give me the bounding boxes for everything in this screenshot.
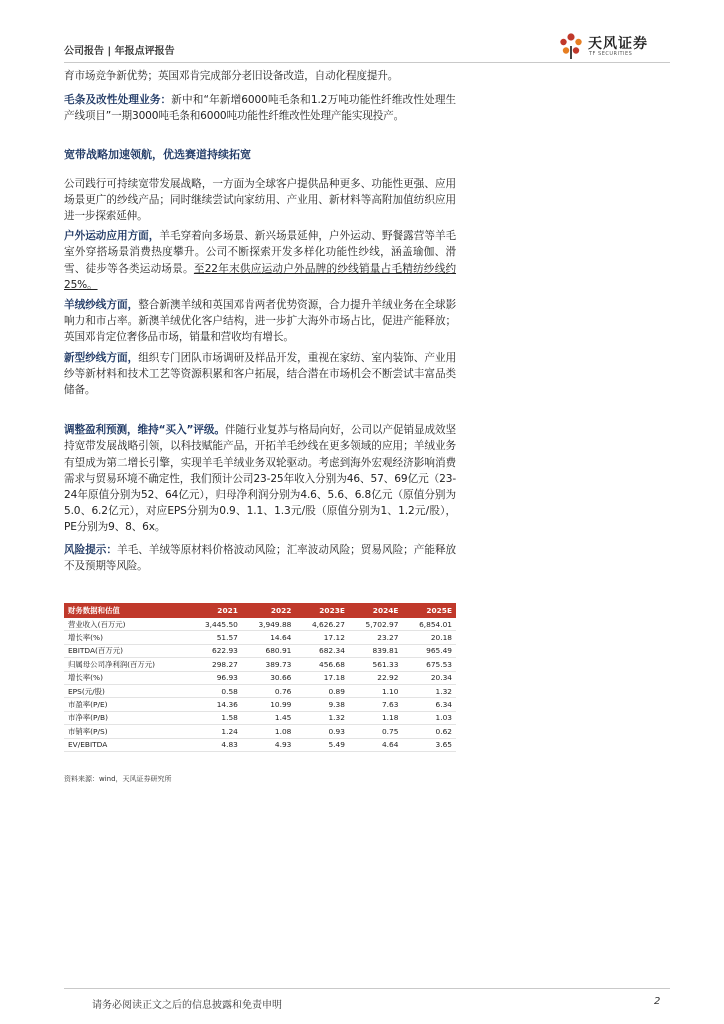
paragraph-lead: 羊绒纱线方面， <box>64 299 139 312</box>
table-row <box>64 725 456 738</box>
table-header-cell: 2023E <box>295 603 349 618</box>
footer-disclaimer: 请务必阅读正文之后的信息披露和免责申明 <box>92 1000 282 1011</box>
table-row-label: 增长率(%) <box>64 631 188 644</box>
table-cell: 6,854.01 <box>402 618 456 631</box>
paragraph-lead: 新型纱线方面， <box>64 351 139 364</box>
page-header <box>64 36 670 72</box>
table-cell: 17.12 <box>295 631 349 644</box>
table-row-label: 营业收入(百万元) <box>64 618 188 631</box>
paragraph-text: 新中和“年新增6000吨毛条和1.2万吨功能性纤维改性处理生产线项目”一期3000吨毛条和6000吨功能性纤维改性处理产能实现投产。 <box>64 94 457 123</box>
paragraph-lead: 毛条及改性处理业务： <box>64 94 172 107</box>
table-row <box>64 738 456 751</box>
table-cell: 1.08 <box>242 725 296 738</box>
table-cell: 389.73 <box>242 658 296 671</box>
table-cell: 9.38 <box>295 698 349 711</box>
table-cell: 20.34 <box>402 671 456 684</box>
paragraph-lead: 风险提示： <box>64 543 117 556</box>
header-divider <box>64 62 670 63</box>
paragraph-strategy: 公司践行可持续宽带发展战略，一方面为全球客户提供品种更多、功能性更强、应用场景更广的纱线产品；同时继续尝试向家纺用、产业用、新材料等高附加值纺织应用进一步探索延伸。 <box>64 177 456 223</box>
table-body <box>64 618 456 751</box>
table-source-note: 资料来源：wind，天风证券研究所 <box>64 775 172 783</box>
table-cell: 1.45 <box>242 711 296 724</box>
table-cell: 20.18 <box>402 631 456 644</box>
paragraph-text: 整合新澳羊绒和英国邓肯两者优势资源，合力提升羊绒业务在全球影响力和市占率。新澳羊绒优化客户结构，进一步扩大海外市场占比，促进产能释放；英国邓肯定位奢侈品市场，销量和营收均有增长。 <box>64 299 457 344</box>
table-cell: 1.58 <box>188 711 242 724</box>
report-type-label: 公司报告 | 年报点评报告 <box>64 46 175 57</box>
table-header-cell: 2021 <box>188 603 242 618</box>
table-cell: 4.93 <box>242 738 296 751</box>
table-cell: 0.76 <box>242 684 296 697</box>
table-row <box>64 684 456 697</box>
table-cell: 622.93 <box>188 644 242 657</box>
table-row-label: 市销率(P/S) <box>64 725 188 738</box>
table-cell: 6.34 <box>402 698 456 711</box>
paragraph-risk <box>64 542 456 574</box>
paragraph-outdoor <box>64 228 456 293</box>
table-row-label: EV/EBITDA <box>64 738 188 751</box>
table-cell: 1.32 <box>295 711 349 724</box>
paragraph-text: 羊毛穿着向多场景、新兴场景延伸，户外运动、野餐露营等羊毛室外穿搭场景消费热度攀升。公司不断探索开发多样化功能性纱线，涵盖瑜伽、滑雪、徒步等各类运动场景。 <box>64 230 456 275</box>
table-cell: 4,626.27 <box>295 618 349 631</box>
section-heading: 宽带战略加速领航，优选赛道持续拓宽 <box>64 147 251 161</box>
footer-divider <box>64 988 670 989</box>
table-cell: 17.18 <box>295 671 349 684</box>
logo-chinese-text: 天风证券 <box>588 36 648 52</box>
paragraph-text: 组织专门团队市场调研及样品开发，重视在家纺、室内装饰、产业用纱等新材料和技术工艺等资源积累和客户拓展，结合潜在市场机会不断尝试丰富品类储备。 <box>64 351 457 397</box>
table-cell: 4.83 <box>188 738 242 751</box>
table-cell: 456.68 <box>295 658 349 671</box>
table-cell: 51.57 <box>188 631 242 644</box>
table-row <box>64 671 456 684</box>
paragraph-tops-business <box>64 92 456 124</box>
paragraph-text: 伴随行业复苏与格局向好，公司以产促销显成效坚持宽带发展战略引领，以科技赋能产品，开拓羊毛纱线在更多领域的应用；羊绒业务有望成为第二增长引擎，实现羊毛羊绒业务双轮驱动。考虑到海外宏观经济影响消费需求与贸易环境不确定性，我们预计公司23-25年收入分别为46、57、69亿元（23-24年原值分别为52、64亿元），归母净利润分别为4.6、5.6、6.8亿元（原值分别为5.0、6.2亿元），对应EPS分别为0.9、1.1、1.3元/股（原值分别为1、1.2元/股），PE分别为9、8、6x。 <box>64 424 456 534</box>
paragraph-equipment: 育市场竞争新优势；英国邓肯完成部分老旧设备改造，自动化程度提升。 <box>64 70 399 82</box>
table-cell: 682.34 <box>295 644 349 657</box>
table-cell: 965.49 <box>402 644 456 657</box>
table-cell: 14.64 <box>242 631 296 644</box>
paragraph-text: 羊毛、羊绒等原材料价格波动风险；汇率波动风险；贸易风险；产能释放不及预期等风险。 <box>64 543 457 572</box>
table-cell: 298.27 <box>188 658 242 671</box>
table-cell: 3,949.88 <box>242 618 296 631</box>
table-cell: 1.24 <box>188 725 242 738</box>
table-row-label: EBITDA(百万元) <box>64 644 188 657</box>
table-cell: 96.93 <box>188 671 242 684</box>
table-cell: 0.62 <box>402 725 456 738</box>
table-row <box>64 711 456 724</box>
financial-data-table <box>64 603 456 752</box>
table-cell: 4.64 <box>349 738 403 751</box>
table-row <box>64 631 456 644</box>
table-cell: 1.10 <box>349 684 403 697</box>
paragraph-cashmere <box>64 297 456 346</box>
table-cell: 5.49 <box>295 738 349 751</box>
table-cell: 5,702.97 <box>349 618 403 631</box>
table-cell: 0.93 <box>295 725 349 738</box>
table-cell: 0.75 <box>349 725 403 738</box>
table-header-row <box>64 603 456 618</box>
table-cell: 3,445.50 <box>188 618 242 631</box>
table-cell: 839.81 <box>349 644 403 657</box>
table-cell: 7.63 <box>349 698 403 711</box>
flower-logo-icon <box>558 32 584 60</box>
table-cell: 30.66 <box>242 671 296 684</box>
table-row <box>64 698 456 711</box>
table-cell: 680.91 <box>242 644 296 657</box>
paragraph-lead: 户外运动应用方面， <box>64 230 160 243</box>
table-row-label: 市净率(P/B) <box>64 711 188 724</box>
table-cell: 561.33 <box>349 658 403 671</box>
paragraph-new-yarn <box>64 350 456 399</box>
table-cell: 675.53 <box>402 658 456 671</box>
table-cell: 14.36 <box>188 698 242 711</box>
logo-english-text: TF SECURITIES <box>589 51 633 57</box>
table-row <box>64 618 456 631</box>
table-row <box>64 644 456 657</box>
table-row-label: 归属母公司净利润(百万元) <box>64 658 188 671</box>
table-cell: 3.65 <box>402 738 456 751</box>
table-cell: 0.89 <box>295 684 349 697</box>
page-number: 2 <box>654 996 661 1007</box>
paragraph-underlined-text: 至22年末供应运动户外品牌的纱线销量占毛精纺纱线约25%。 <box>64 262 457 291</box>
table-cell: 22.92 <box>349 671 403 684</box>
table-cell: 1.18 <box>349 711 403 724</box>
table-cell: 0.58 <box>188 684 242 697</box>
paragraph-forecast <box>64 422 456 535</box>
table-row-label: EPS(元/股) <box>64 684 188 697</box>
table-cell: 10.99 <box>242 698 296 711</box>
report-body <box>64 68 456 574</box>
table-cell: 1.32 <box>402 684 456 697</box>
company-logo <box>558 32 670 62</box>
table-header-cell: 2024E <box>349 603 403 618</box>
table-row-label: 增长率(%) <box>64 671 188 684</box>
table-cell: 23.27 <box>349 631 403 644</box>
table-header-cell: 2022 <box>242 603 296 618</box>
table-header-cell: 财务数据和估值 <box>64 603 188 618</box>
table-header-cell: 2025E <box>402 603 456 618</box>
table-row-label: 市盈率(P/E) <box>64 698 188 711</box>
table-cell: 1.03 <box>402 711 456 724</box>
paragraph-lead: 调整盈利预测，维持“买入”评级。 <box>64 424 225 437</box>
table-row <box>64 658 456 671</box>
